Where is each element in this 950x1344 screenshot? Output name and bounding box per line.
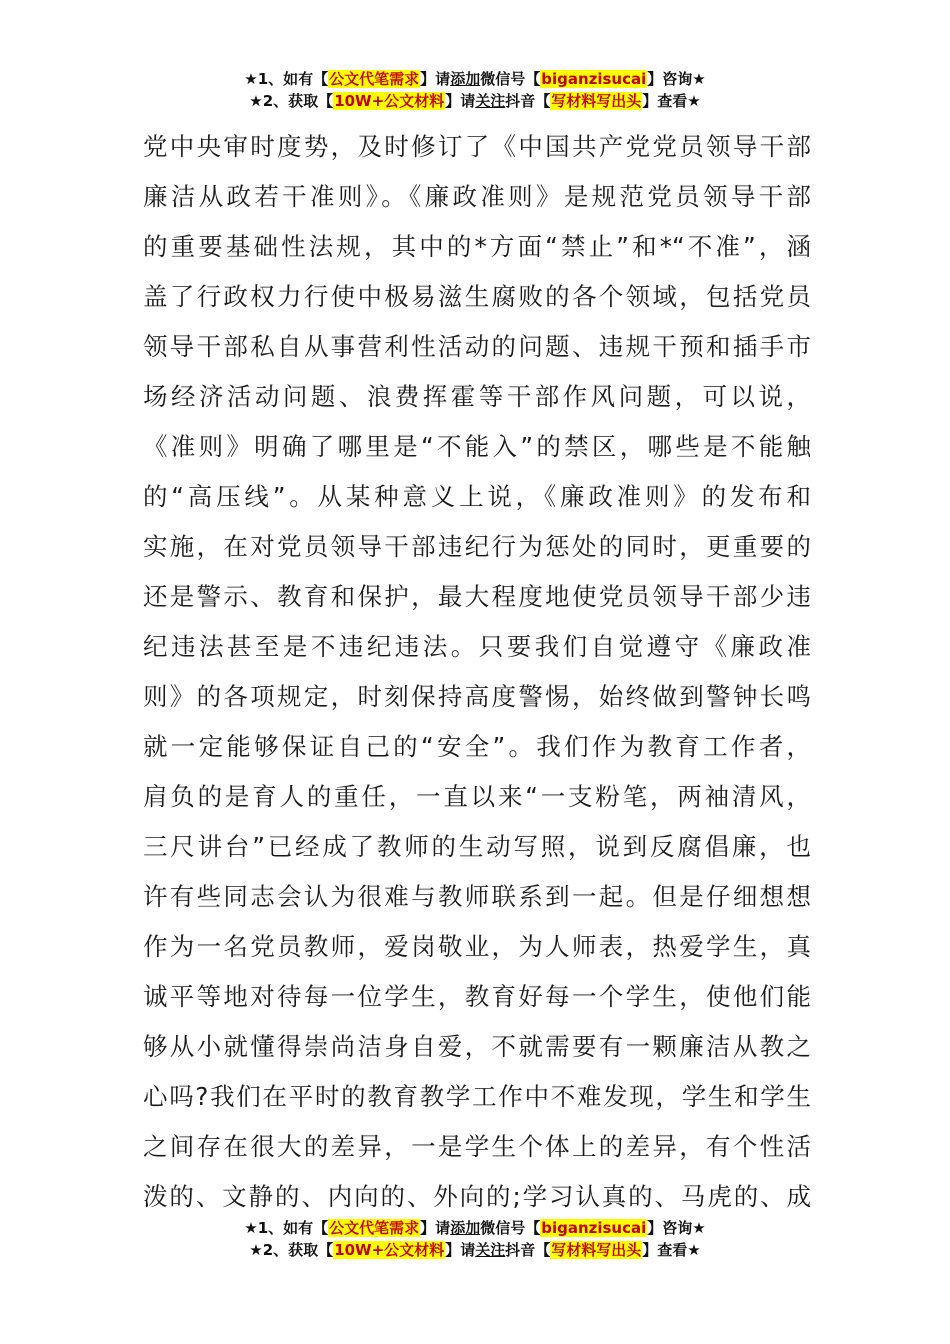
body-line: 泼的、文静的、内向的、外向的;学习认真的、马虎的、成 [143, 1182, 811, 1211]
banner-highlight: 公文代笔需求 [329, 70, 420, 88]
banner-line-2 [0, 90, 950, 112]
banner-line-1 [0, 1217, 950, 1239]
body-line: 的“高压线”。从某种意义上说，《廉政准则》的发布和 [143, 482, 811, 511]
banner-text: 】请 [420, 70, 451, 88]
banner-text: 】请 [445, 92, 476, 110]
banner-text: ★2、获取【 [249, 1241, 334, 1259]
banner-emphasis: 添加 [450, 1219, 481, 1237]
body-line: 廉洁从政若干准则》。《廉政准则》是规范党员领导干部 [143, 182, 811, 211]
body-line: 领导干部私自从事营利性活动的问题、违规干预和插手市 [143, 332, 811, 361]
banner-highlight-wechat: biganzisucai [541, 70, 647, 88]
banner-highlight: 10W+公文材料 [334, 1241, 445, 1259]
banner-text: 】查看★ [642, 92, 701, 110]
banner-text: 抖音【 [505, 1241, 551, 1259]
banner-text: ★2、获取【 [249, 92, 334, 110]
body-line: 还是警示、教育和保护，最大程度地使党员领导干部少违 [143, 582, 811, 611]
banner-line-1 [0, 68, 950, 90]
footer-banner [0, 1217, 950, 1261]
header-banner [0, 68, 950, 112]
banner-text: 抖音【 [505, 92, 551, 110]
body-line: 许有些同志会认为很难与教师联系到一起。但是仔细想想 [143, 882, 811, 911]
body-line: 实施，在对党员领导干部违纪行为惩处的同时，更重要的 [143, 532, 811, 561]
banner-line-2 [0, 1239, 950, 1261]
banner-text: ★1、如有【 [244, 70, 329, 88]
banner-highlight: 公文代笔需求 [329, 1219, 420, 1237]
body-line: 心吗?我们在平时的教育教学工作中不难发现，学生和学生 [143, 1082, 811, 1111]
banner-text: 】请 [420, 1219, 451, 1237]
banner-highlight: 10W+公文材料 [334, 92, 445, 110]
body-line: 三尺讲台”已经成了教师的生动写照，说到反腐倡廉，也 [143, 832, 811, 861]
banner-text: 微信号【 [480, 1219, 541, 1237]
banner-highlight-douyin: 写材料写出头 [551, 92, 642, 110]
body-line: 则》的各项规定，时刻保持高度警惕，始终做到警钟长鸣 [143, 682, 811, 711]
banner-highlight-wechat: biganzisucai [541, 1219, 647, 1237]
body-line: 党中央审时度势，及时修订了《中国共产党党员领导干部 [143, 132, 811, 161]
banner-text: 微信号【 [480, 70, 541, 88]
banner-emphasis: 添加 [450, 70, 481, 88]
banner-highlight-douyin: 写材料写出头 [551, 1241, 642, 1259]
body-line: 肩负的是育人的重任，一直以来“一支粉笔，两袖清风， [143, 782, 811, 811]
body-line: 的重要基础性法规，其中的*方面“禁止”和*“不准”，涵 [143, 232, 811, 261]
body-line: 纪违法甚至是不违纪违法。只要我们自觉遵守《廉政准 [143, 632, 811, 661]
banner-text: 】咨询★ [647, 1219, 706, 1237]
body-line: 够从小就懂得崇尚洁身自爱，不就需要有一颗廉洁从教之 [143, 1032, 811, 1061]
body-line: 诚平等地对待每一位学生，教育好每一个学生，使他们能 [143, 982, 811, 1011]
body-line: 之间存在很大的差异，一是学生个体上的差异，有个性活 [143, 1132, 811, 1161]
banner-text: ★1、如有【 [244, 1219, 329, 1237]
banner-emphasis: 关注 [475, 1241, 506, 1259]
document-body [143, 122, 811, 1222]
body-line: 作为一名党员教师，爱岗敬业，为人师表，热爱学生，真 [143, 932, 811, 961]
body-line: 场经济活动问题、浪费挥霍等干部作风问题，可以说， [143, 382, 811, 411]
banner-text: 】查看★ [642, 1241, 701, 1259]
banner-text: 】咨询★ [647, 70, 706, 88]
banner-text: 】请 [445, 1241, 476, 1259]
body-line: 《准则》明确了哪里是“不能入”的禁区，哪些是不能触 [143, 432, 811, 461]
body-line: 盖了行政权力行使中极易滋生腐败的各个领域，包括党员 [143, 282, 811, 311]
body-line: 就一定能够保证自己的“安全”。我们作为教育工作者， [143, 732, 811, 761]
banner-emphasis: 关注 [475, 92, 506, 110]
